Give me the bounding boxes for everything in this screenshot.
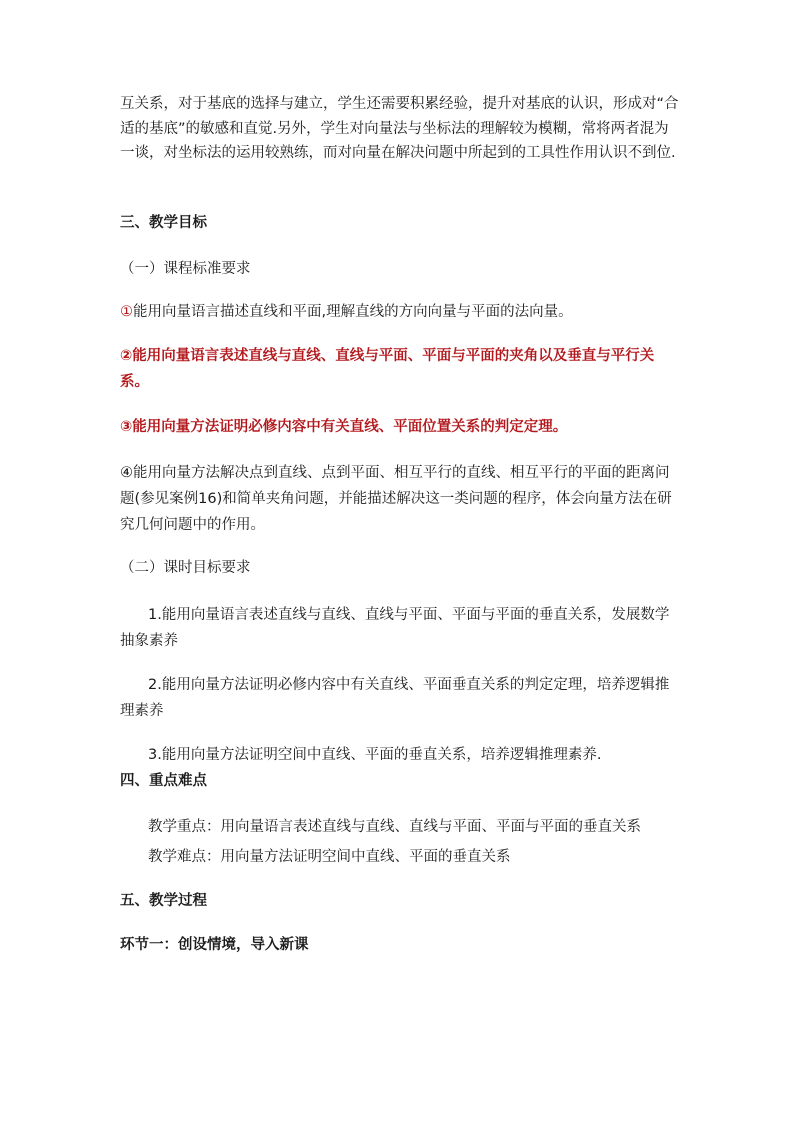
goal-item-2: ②能用向量语言表述直线与直线、直线与平面、平面与平面的夹角以及垂直与平行关系。 xyxy=(120,348,655,390)
goal-text-1: 能用向量语言描述直线和平面,理解直线的方向向量与平面的法向量。 xyxy=(133,304,573,320)
lesson-target-2: 2.能用向量方法证明必修内容中有关直线、平面垂直关系的判定定理，培养逻辑推理素养 xyxy=(120,677,670,719)
step-heading-1: 环节一：创设情境，导入新课 xyxy=(120,937,309,953)
difficulty-text: 教学难点：用向量方法证明空间中直线、平面的垂直关系 xyxy=(148,849,511,865)
section-heading-teaching-goals: 三、教学目标 xyxy=(120,215,207,231)
goal-item-1 xyxy=(120,300,680,325)
lesson-target-1: 1.能用向量语言表述直线与直线、直线与平面、平面与平面的垂直关系，发展数学抽象素养 xyxy=(120,607,670,649)
goal-marker-1: ① xyxy=(120,304,133,320)
subheading-lesson-goals: （二）课时目标要求 xyxy=(120,560,251,576)
section-heading-key-points: 四、重点难点 xyxy=(120,773,207,789)
goal-item-3: ③能用向量方法证明必修内容中有关直线、平面位置关系的判定定理。 xyxy=(120,419,568,435)
section-heading-teaching-process: 五、教学过程 xyxy=(120,893,207,909)
subheading-curriculum-standards: （一）课程标准要求 xyxy=(120,261,251,277)
key-point-text: 教学重点：用向量语言表述直线与直线、直线与平面、平面与平面的垂直关系 xyxy=(148,819,641,835)
intro-paragraph: 互关系，对于基底的选择与建立，学生还需要积累经验，提升对基底的认识，形成对“合适的基底”的敏感和直觉.另外，学生对向量法与坐标法的理解较为模糊，常将两者混为一谈，对坐标法的运用较熟练，而对向量在解决问题中所起到的工具性作用认识不到位. xyxy=(120,96,679,161)
goal-item-4: ④能用向量方法解决点到直线、点到平面、相互平行的直线、相互平行的平面的距离问题(参见案例16)和简单夹角问题，并能描述解决这一类问题的程序，体会向量方法在研究几何问题中的作用。 xyxy=(120,465,672,533)
lesson-target-3: 3.能用向量方法证明空间中直线、平面的垂直关系，培养逻辑推理素养. xyxy=(148,747,602,763)
